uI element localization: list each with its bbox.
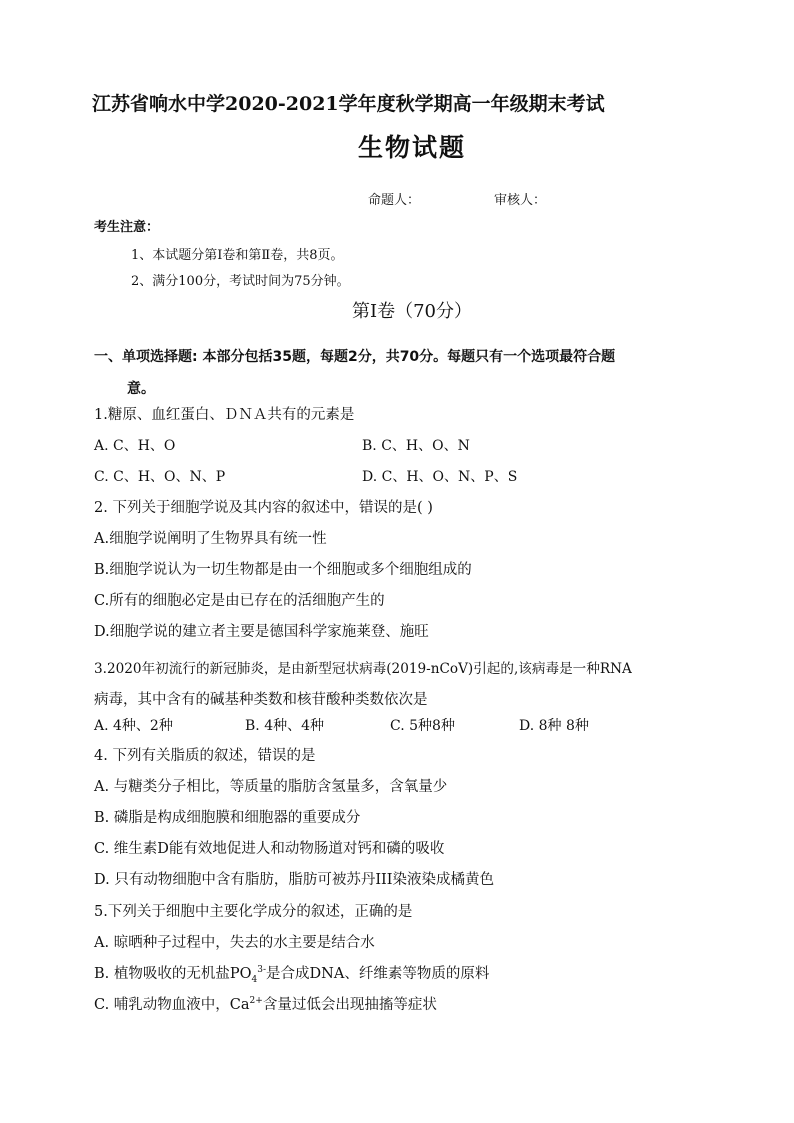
q4-option-a: A. 与糖类分子相比，等质量的脂肪含氢量多，含氧量少 xyxy=(94,779,448,795)
notice-item-1: 1、本试题分第Ⅰ卷和第Ⅱ卷，共8页。 xyxy=(131,248,344,263)
q2-option-c: C.所有的细胞必定是由已存在的活细胞产生的 xyxy=(94,593,385,609)
q3-stem-line1: 3.2020年初流行的新冠肺炎，是由新型冠状病毒(2019-nCoV)引起的,该病毒是一种RNA xyxy=(94,661,632,677)
q3-option-c: C. 5种8种 xyxy=(390,718,455,734)
reviewer-label: 审核人： xyxy=(494,193,547,208)
part1-title: 第Ⅰ卷（70分） xyxy=(352,301,473,322)
q5-option-b-subscript: 4 xyxy=(251,974,258,985)
q5-stem: 5.下列关于细胞中主要化学成分的叙述，正确的是 xyxy=(94,904,413,920)
q4-option-b: B. 磷脂是构成细胞膜和细胞器的重要成分 xyxy=(94,810,361,826)
q3-option-b: B. 4种、4种 xyxy=(245,718,325,734)
q5-option-c-pre: C. 哺乳动物血液中，Ca xyxy=(94,997,250,1013)
q5-option-a: A. 晾晒种子过程中，失去的水主要是结合水 xyxy=(94,935,375,951)
q1-option-b: B. C、H、O、N xyxy=(362,438,470,454)
q5-option-c xyxy=(94,995,437,1015)
q5-option-c-superscript: 2+ xyxy=(249,996,263,1007)
notice-item-2: 2、满分100分，考试时间为75分钟。 xyxy=(131,274,350,289)
q3-option-d: D. 8种 8种 xyxy=(519,718,589,734)
q4-option-d: D. 只有动物细胞中含有脂肪，脂肪可被苏丹III染液染成橘黄色 xyxy=(94,872,495,888)
q5-option-b-pre: B. 植物吸收的无机盐PO xyxy=(94,966,252,982)
q1-option-d: D. C、H、O、N、P、S xyxy=(362,469,518,485)
q1-option-c: C. C、H、O、N、P xyxy=(94,469,226,485)
q2-option-d: D.细胞学说的建立者主要是德国科学家施莱登、施旺 xyxy=(94,624,429,640)
section1-heading-line2: 意。 xyxy=(127,381,155,397)
section1-heading-line1: 一、单项选择题: 本部分包括35题，每题2分，共70分。每题只有一个选项最符合题 xyxy=(94,349,616,365)
q1-stem: 1.糖原、血红蛋白、ＤＮＡ共有的元素是 xyxy=(94,407,355,423)
q4-stem: 4. 下列有关脂质的叙述，错误的是 xyxy=(94,748,316,764)
notice-heading: 考生注意： xyxy=(94,220,160,235)
exam-title: 江苏省响水中学2020-2021学年度秋学期高一年级期末考试 xyxy=(92,93,605,115)
q3-option-a: A. 4种、2种 xyxy=(94,718,173,734)
q5-option-c-post: 含量过低会出现抽搐等症状 xyxy=(262,997,437,1013)
q4-option-c: C. 维生素D能有效地促进人和动物肠道对钙和磷的吸收 xyxy=(94,841,445,857)
q1-option-a: A. C、H、O xyxy=(94,438,176,454)
q5-option-b xyxy=(94,964,489,984)
q5-option-b-post: 是合成DNA、纤维素等物质的原料 xyxy=(266,966,490,982)
q3-stem-line2: 病毒，其中含有的碱基种类数和核苷酸种类数依次是 xyxy=(94,692,428,708)
q5-option-b-superscript: 3- xyxy=(257,965,267,976)
q2-stem: 2. 下列关于细胞学说及其内容的叙述中，错误的是( ) xyxy=(94,500,433,516)
setter-label: 命题人： xyxy=(368,193,421,208)
subject-title: 生物试题 xyxy=(358,133,467,162)
q2-option-b: B.细胞学说认为一切生物都是由一个细胞或多个细胞组成的 xyxy=(94,562,472,578)
q2-option-a: A.细胞学说阐明了生物界具有统一性 xyxy=(94,531,327,547)
